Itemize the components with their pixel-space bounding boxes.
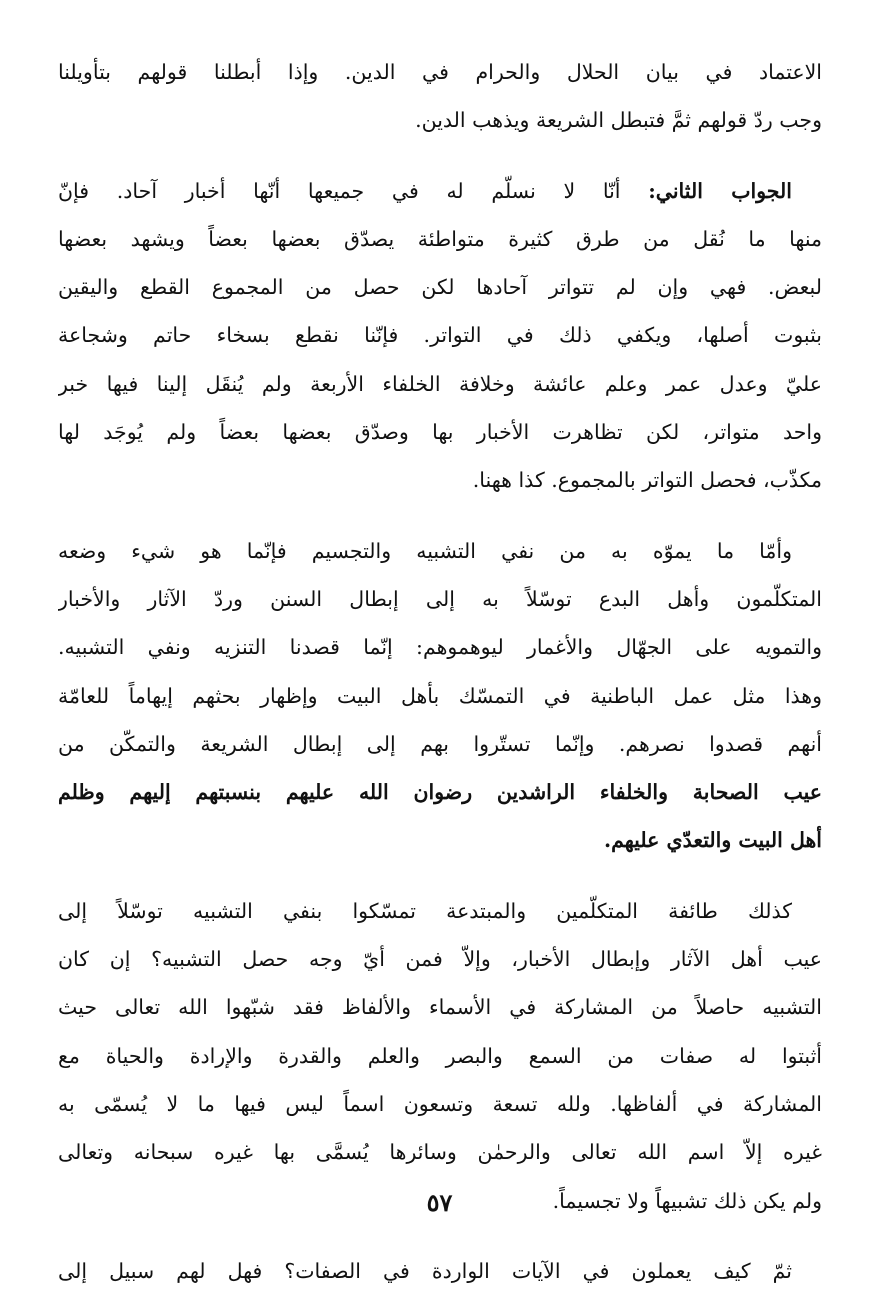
text-line: وجب ردّ قولهم ثمَّ فتبطل الشريعة ويذهب الدين. — [415, 108, 822, 133]
text-line: أنهم قصدوا نصرهم. وإنّما تستّروا بهم إلى إبطال الشريعة والتمكّن من — [58, 731, 822, 756]
text-segment: أنّا لا نسلّم له في جميعها أنّها أخبار آحاد. فإنّ — [58, 178, 621, 203]
paragraph-2 — [58, 167, 822, 505]
text-line: أثبتوا له صفات من السمع والبصر والعلم والقدرة والإرادة والحياة مع — [58, 1043, 822, 1068]
text-line: عيب أهل الآثار وإبطال الأخبار، وإلاّ فمن أيّ وجه حصل التشبيه؟ إن كان — [58, 947, 822, 972]
text-line: عليّ وعدل عمر وعلم عائشة وخلافة الخلفاء الأربعة ولم يُنقَل إلينا فيها خبر — [58, 371, 822, 396]
text-line: المتكلّمون وأهل البدع توسّلاً به إلى إبطال السنن وردّ الآثار والأخبار — [58, 586, 822, 611]
page-body — [58, 48, 822, 1295]
text-line: بثبوت أصلها، ويكفي ذلك في التواتر. فإنّنا نقطع بسخاء حاتم وشجاعة — [58, 323, 822, 348]
text-line: كذلك طائفة المتكلّمين والمبتدعة تمسّكوا بنفي التشبيه توسّلاً إلى — [58, 898, 792, 923]
paragraph-4 — [58, 887, 822, 1225]
text-line: مكذّب، فحصل التواتر بالمجموع. كذا ههنا. — [472, 468, 822, 493]
text-line: وهذا مثل عمل الباطنية في التمسّك بأهل البيت وإظهار بحثهم إيهاماً للعامّة — [58, 683, 822, 708]
text-line: غيره إلاّ اسم الله تعالى والرحمٰن وسائرها يُسمَّى بها غيره سبحانه وتعالى — [58, 1140, 822, 1165]
text-line: التشبيه حاصلاً من المشاركة في الأسماء والألفاظ فقد شبّهوا الله تعالى حيث — [58, 995, 822, 1020]
text-line: لبعض. فهي وإن لم تتواتر آحادها لكن حصل من المجموع القطع واليقين — [58, 275, 822, 300]
text-line: ثمّ كيف يعملون في الآيات الواردة في الصفات؟ فهل لهم سبيل إلى — [58, 1258, 792, 1283]
paragraph-3 — [58, 527, 822, 865]
text-line — [58, 167, 822, 215]
text-line: ولم يكن ذلك تشبيهاً ولا تجسيماً. — [552, 1188, 822, 1213]
text-line: واحد متواتر، لكن تظاهرت الأخبار بها وصدّق بعضها بعضاً ولم يُوجَد لها — [58, 420, 822, 445]
text-line: وأمّا ما يموّه به من نفي التشبيه والتجسيم فإنّما هو شيء وضعه — [58, 538, 792, 563]
text-line: والتمويه على الجهّال والأغمار ليوهموهم: إنّما قصدنا التنزيه ونفي التشبيه. — [58, 635, 822, 660]
text-line: منها ما نُقل من طرق كثيرة متواطئة يصدّق بعضها بعضاً ويشهد بعضها — [58, 226, 822, 251]
text-line: المشاركة في ألفاظها. ولله تسعة وتسعون اسماً ليس فيها ما لا يُسمّى به — [58, 1091, 822, 1116]
paragraph-5 — [58, 1247, 822, 1295]
text-line: عيب الصحابة والخلفاء الراشدين رضوان الله عليهم بنسبتهم إليهم وظلم — [58, 780, 822, 805]
answer-heading: الجواب الثاني: — [648, 178, 792, 203]
paragraph-1 — [58, 48, 822, 145]
text-line: أهل البيت والتعدّي عليهم. — [603, 828, 822, 853]
text-line: الاعتماد في بيان الحلال والحرام في الدين. وإذا أبطلنا قولهم بتأويلنا — [58, 60, 822, 84]
page-number: ٥٧ — [426, 1188, 453, 1217]
